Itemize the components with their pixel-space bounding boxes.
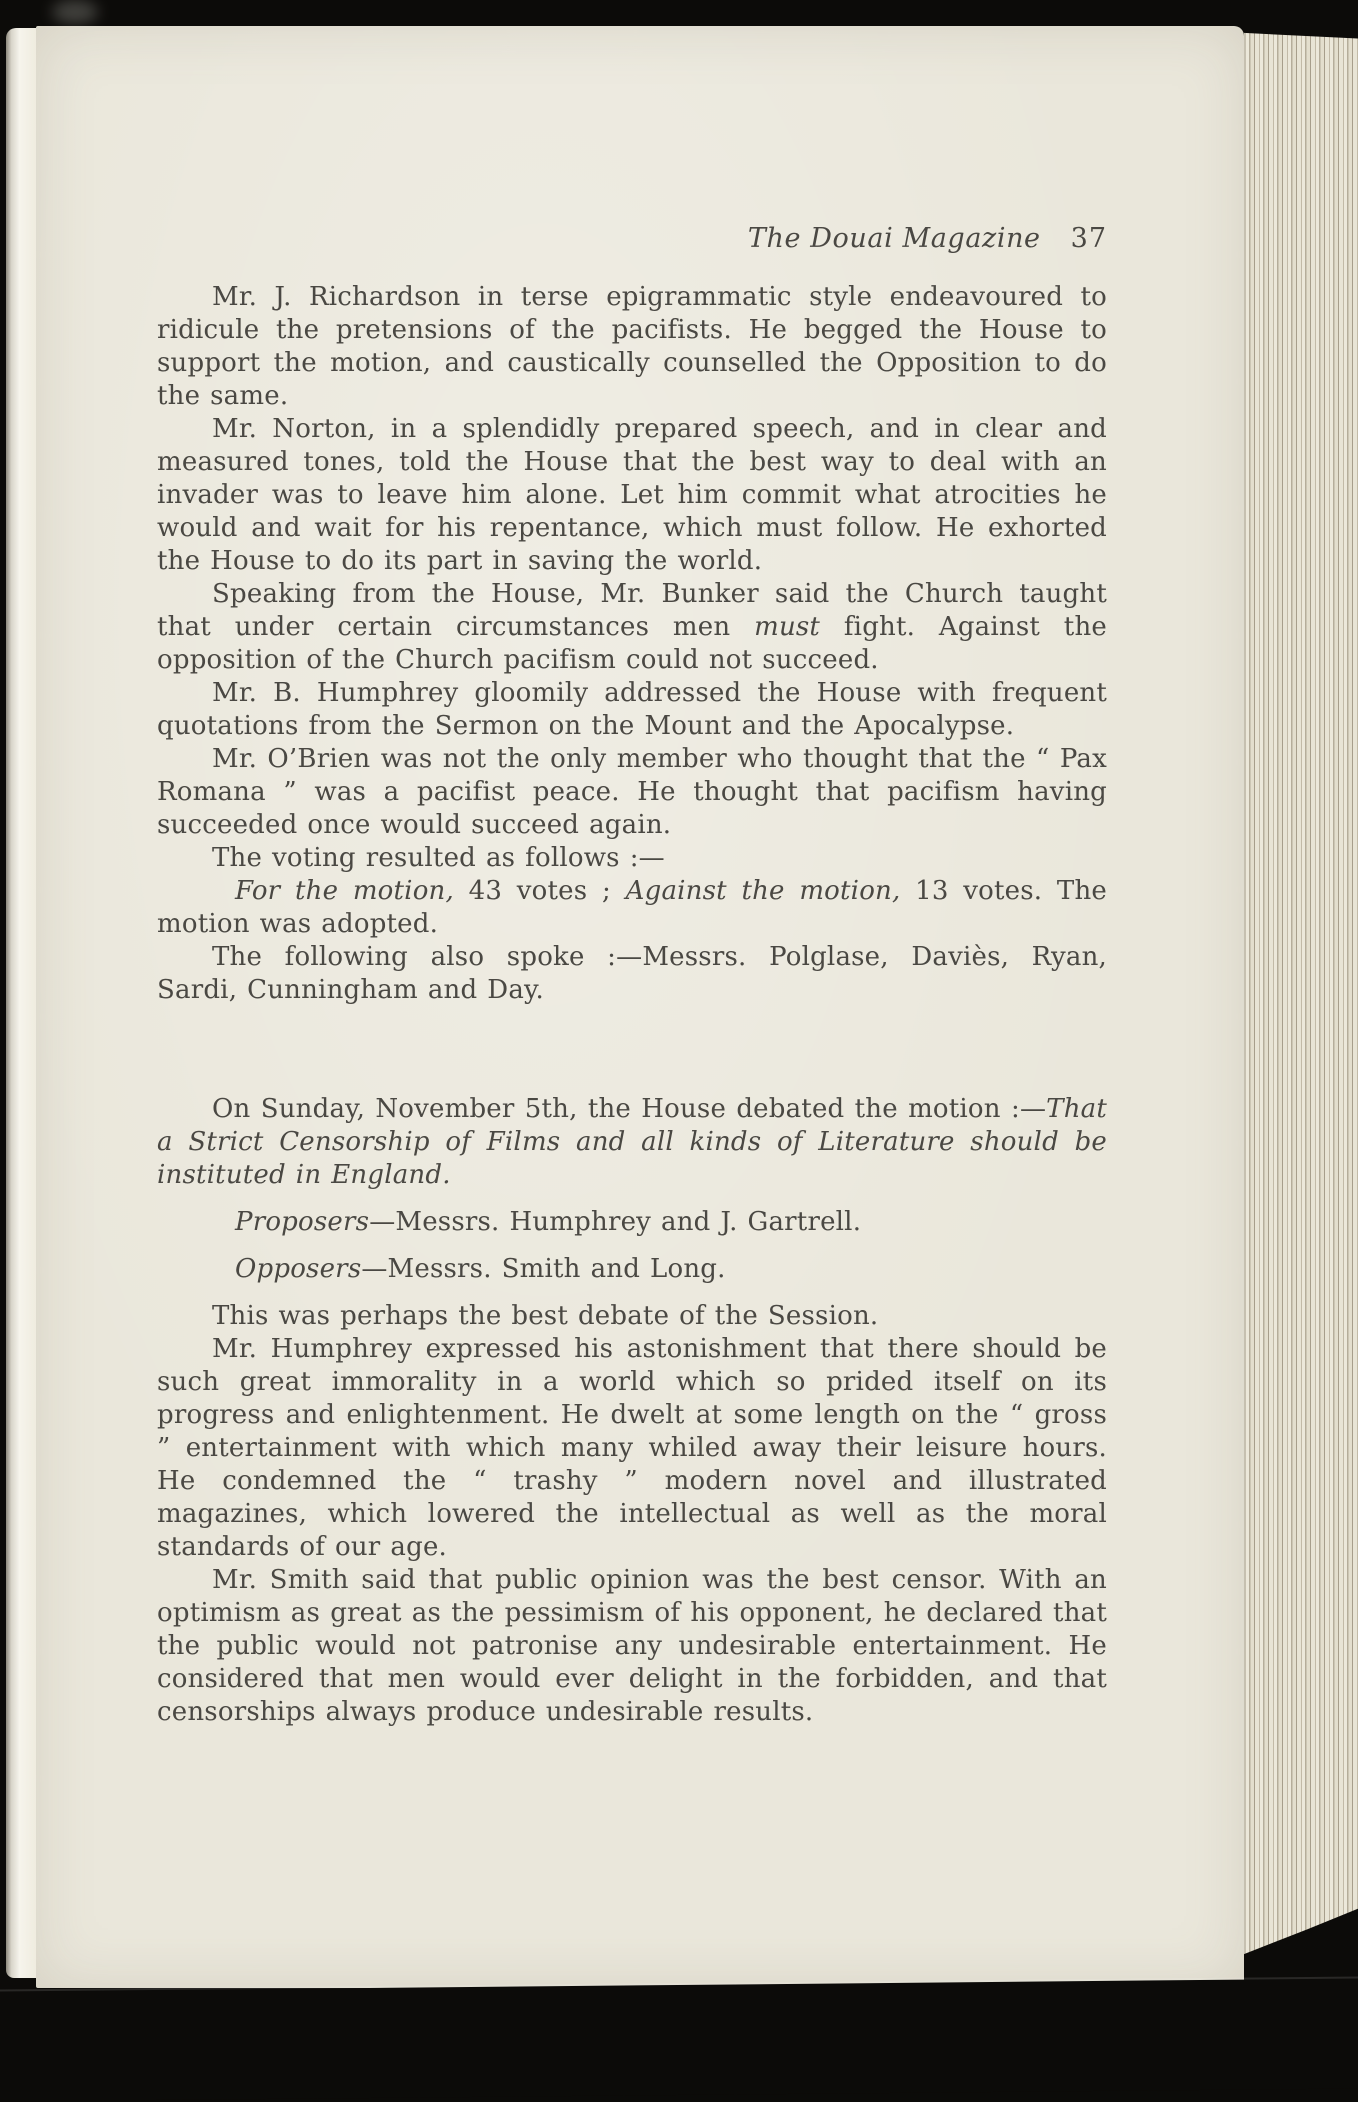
body-text: The voting resulted as follows :— <box>212 843 665 873</box>
paragraph <box>157 677 1107 743</box>
body-text: —Messrs. Smith and Long. <box>361 1254 726 1284</box>
page-left-edge <box>6 28 36 1978</box>
paragraph <box>157 743 1107 842</box>
paragraph <box>157 941 1107 1007</box>
italic-text: For the motion, <box>235 876 454 906</box>
paragraph <box>157 1333 1107 1564</box>
page-number: 37 <box>1070 223 1107 254</box>
paragraph <box>157 1253 1107 1286</box>
italic-text: Proposers <box>235 1207 370 1237</box>
body-text: On Sunday, November 5th, the House debated the motion :— <box>212 1094 1047 1124</box>
body-text: Mr. O’Brien was not the only member who thought that the “ Pax Romana ” was a pacifist peace. He thought that pacifism having succeeded once would succeed again. <box>157 744 1107 840</box>
body-text: Mr. Humphrey expressed his astonishment that there should be such great immorality in a world which so prided itself on its progress and enlightenment. He dwelt at some length on the “ gross ” entertainment with which many whiled away their leisure hours. He condemned the “ trashy ” modern novel and illustrated magazines, which lowered the intellectual as well as the moral standards of our age. <box>157 1334 1107 1562</box>
running-header <box>157 222 1107 255</box>
paragraph <box>157 413 1107 578</box>
paragraph <box>157 1564 1107 1729</box>
italic-text: Opposers <box>235 1254 362 1284</box>
body-text: Mr. Smith said that public opinion was the best censor. With an optimism as great as the pessimism of his opponent, he declared that the public would not patronise any undesirable entertainment. He considered that men would ever delight in the forbidden, and that censorships always produce undesirable results. <box>157 1565 1107 1727</box>
paragraph <box>157 281 1107 413</box>
body-text: —Messrs. Humphrey and J. Gartrell. <box>369 1207 862 1237</box>
paragraph <box>157 1300 1107 1333</box>
paragraph <box>157 578 1107 677</box>
book-cover-bottom <box>0 1978 1358 2101</box>
body-text: The following also spoke :—Messrs. Polglase, Daviès, Ryan, Sardi, Cunningham and Day. <box>157 942 1107 1005</box>
magazine-title: The Douai Magazine <box>747 223 1041 254</box>
page-body <box>157 281 1107 1729</box>
body-text: Mr. B. Humphrey gloomily addressed the House with frequent quotations from the Sermon on the Mount and the Apocalypse. <box>157 678 1107 741</box>
paragraph <box>157 1093 1107 1192</box>
magazine-page <box>36 26 1244 1988</box>
body-text: Mr. Norton, in a splendidly prepared speech, and in clear and measured tones, told the House that the best way to deal with an invader was to leave him alone. Let him commit what atrocities he would and wait for his repentance, which must follow. He exhorted the House to do its part in saving the world. <box>157 414 1107 576</box>
italic-text: must <box>754 612 821 642</box>
paragraph <box>157 842 1107 875</box>
page-stack-edges <box>1244 30 1358 1958</box>
body-text: Speaking from the House, Mr. Bunker said the Church taught that under certain circumstances men <box>157 579 1107 642</box>
scan-smudge <box>52 0 98 24</box>
paragraph <box>157 1206 1107 1239</box>
paragraph <box>157 875 1107 941</box>
italic-text: Against the motion, <box>625 876 901 906</box>
body-text: Mr. J. Richardson in terse epigrammatic style endeavoured to ridicule the pretensions of the pacifists. He begged the House to support the motion, and caustically counselled the Opposition to do the same. <box>157 282 1107 411</box>
body-text: 43 votes ; <box>453 876 626 906</box>
italic-text: That a Strict Censorship of Films and all kinds of Literature should be instituted in England. <box>157 1094 1107 1190</box>
body-text: fight. Against the opposition of the Church pacifism could not succeed. <box>157 612 1107 675</box>
body-text: 13 votes. The motion was adopted. <box>157 876 1108 939</box>
body-text: This was perhaps the best debate of the Session. <box>212 1301 879 1331</box>
